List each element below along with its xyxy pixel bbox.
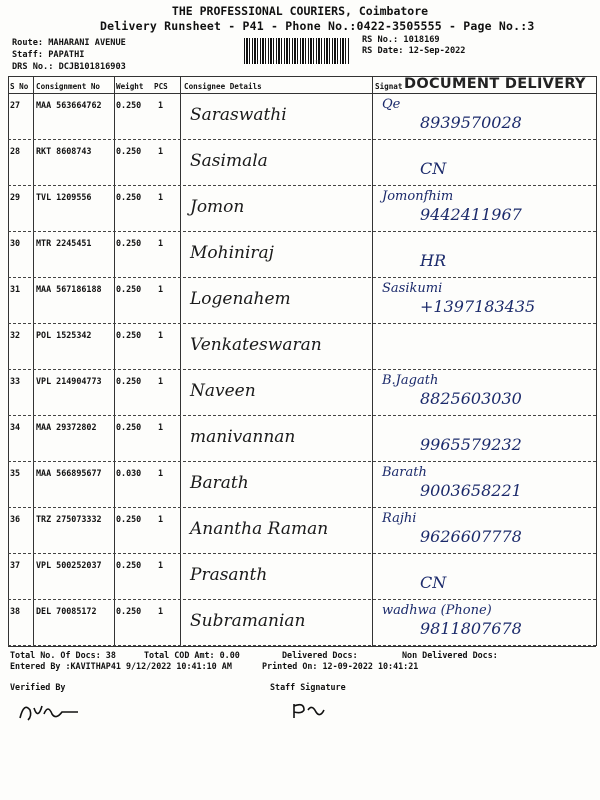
row-separator — [8, 139, 596, 140]
row-phone-note: CN — [420, 159, 447, 178]
drs-number: DRS No.: DCJB101816903 — [12, 62, 126, 72]
row-weight: 0.250 — [116, 284, 142, 294]
row-phone-note: 8825603030 — [420, 389, 522, 408]
verifier-signature — [18, 700, 108, 724]
row-phone-note: 8939570028 — [420, 113, 522, 132]
row-separator — [8, 415, 596, 416]
row-consignment-no: MAA 29372802 — [36, 422, 97, 432]
col-header-pcs: PCS — [154, 82, 168, 91]
row-separator — [8, 185, 596, 186]
col-divider — [33, 76, 34, 646]
row-sno: 27 — [10, 100, 21, 110]
rs-number: RS No.: 1018169 — [362, 35, 440, 45]
row-signature: B.Jagath — [382, 373, 439, 388]
row-consignment-no: RKT 8608743 — [36, 146, 92, 156]
row-weight: 0.250 — [116, 514, 142, 524]
total-cod: Total COD Amt: 0.00 — [144, 650, 240, 660]
row-signature: Sasikumi — [382, 281, 443, 296]
row-pcs: 1 — [158, 284, 164, 294]
row-phone-note: 9811807678 — [420, 619, 522, 638]
row-signature: Jomonfhim — [382, 189, 454, 204]
row-phone-note: +1397183435 — [420, 297, 536, 316]
row-consignee-name: Prasanth — [190, 565, 268, 585]
row-pcs: 1 — [158, 192, 164, 202]
row-sno: 29 — [10, 192, 21, 202]
entered-by: Entered By :KAVITHAP41 9/12/2022 10:41:10 AM — [10, 661, 232, 671]
row-pcs: 1 — [158, 330, 164, 340]
row-sno: 35 — [10, 468, 21, 478]
staff-signature — [290, 700, 330, 722]
col-divider — [372, 76, 373, 646]
col-divider — [596, 76, 597, 646]
col-header-consignment: Consignment No — [36, 82, 101, 91]
col-divider — [114, 76, 115, 646]
row-consignment-no: VPL 214904773 — [36, 376, 102, 386]
row-consignment-no: MAA 563664762 — [36, 100, 102, 110]
runsheet-title: Delivery Runsheet - P41 - Phone No.:0422-3505555 - Page No.:3 — [100, 19, 535, 33]
table-bottom-border — [8, 646, 596, 647]
row-weight: 0.250 — [116, 100, 142, 110]
delivered-docs: Delivered Docs: — [282, 650, 358, 660]
row-consignee-name: Anantha Raman — [190, 519, 329, 539]
row-consignee-name: Sasimala — [190, 151, 268, 171]
row-pcs: 1 — [158, 146, 164, 156]
row-weight: 0.250 — [116, 330, 142, 340]
staff-signature-label: Staff Signature — [270, 682, 346, 692]
row-consignment-no: TRZ 275073332 — [36, 514, 102, 524]
row-consignee-name: Logenahem — [190, 289, 291, 309]
row-consignment-no: MTR 2245451 — [36, 238, 92, 248]
company-title: THE PROFESSIONAL COURIERS, Coimbatore — [171, 4, 429, 18]
row-weight: 0.250 — [116, 606, 142, 616]
row-pcs: 1 — [158, 376, 164, 386]
row-sno: 33 — [10, 376, 21, 386]
row-signature: Qe — [382, 97, 401, 112]
row-phone-note: 9442411967 — [420, 205, 522, 224]
col-divider — [8, 76, 9, 646]
col-divider — [180, 76, 181, 646]
row-consignment-no: DEL 70085172 — [36, 606, 97, 616]
row-consignment-no: MAA 567186188 — [36, 284, 102, 294]
row-weight: 0.250 — [116, 560, 142, 570]
barcode — [244, 38, 350, 64]
row-phone-note: HR — [420, 251, 446, 270]
row-sno: 38 — [10, 606, 21, 616]
row-weight: 0.250 — [116, 238, 142, 248]
row-weight: 0.030 — [116, 468, 142, 478]
row-sno: 34 — [10, 422, 21, 432]
row-separator — [8, 461, 596, 462]
row-pcs: 1 — [158, 100, 164, 110]
row-pcs: 1 — [158, 238, 164, 248]
col-header-consignee: Consignee Details — [184, 82, 262, 91]
row-phone-note: CN — [420, 573, 447, 592]
row-sno: 36 — [10, 514, 21, 524]
row-signature: Barath — [382, 465, 427, 480]
row-consignee-name: Barath — [190, 473, 249, 493]
row-consignment-no: MAA 566895677 — [36, 468, 102, 478]
total-docs: Total No. Of Docs: 38 — [10, 650, 116, 660]
printed-on: Printed On: 12-09-2022 10:41:21 — [262, 661, 419, 671]
row-signature: Rajhi — [382, 511, 417, 526]
row-phone-note: 9965579232 — [420, 435, 522, 454]
row-sno: 30 — [10, 238, 21, 248]
row-weight: 0.250 — [116, 376, 142, 386]
row-sno: 37 — [10, 560, 21, 570]
row-pcs: 1 — [158, 468, 164, 478]
row-consignee-name: Venkateswaran — [190, 335, 322, 355]
row-sno: 31 — [10, 284, 21, 294]
table-header-border — [8, 93, 596, 94]
row-weight: 0.250 — [116, 146, 142, 156]
document-delivery-stamp: DOCUMENT DELIVERY — [404, 76, 586, 92]
row-consignment-no: VPL 500252037 — [36, 560, 102, 570]
staff-label: Staff: PAPATHI — [12, 50, 85, 60]
col-header-weight: Weight — [116, 82, 144, 91]
verified-by-label: Verified By — [10, 682, 66, 692]
row-separator — [8, 323, 596, 324]
row-phone-note: 9003658221 — [420, 481, 522, 500]
row-consignee-name: manivannan — [190, 427, 296, 447]
route-label: Route: MAHARANI AVENUE — [12, 38, 126, 48]
row-sno: 32 — [10, 330, 21, 340]
row-pcs: 1 — [158, 514, 164, 524]
row-sno: 28 — [10, 146, 21, 156]
row-consignee-name: Subramanian — [190, 611, 306, 631]
row-separator — [8, 369, 596, 370]
row-pcs: 1 — [158, 560, 164, 570]
row-weight: 0.250 — [116, 192, 142, 202]
row-weight: 0.250 — [116, 422, 142, 432]
row-signature: wadhwa (Phone) — [382, 603, 492, 618]
row-consignee-name: Mohiniraj — [190, 243, 274, 263]
row-consignee-name: Saraswathi — [190, 105, 287, 125]
row-consignee-name: Jomon — [190, 197, 245, 217]
row-phone-note: 9626607778 — [420, 527, 522, 546]
row-separator — [8, 277, 596, 278]
row-consignment-no: TVL 1209556 — [36, 192, 92, 202]
col-header-sno: S No — [10, 82, 29, 91]
row-pcs: 1 — [158, 606, 164, 616]
row-consignment-no: POL 1525342 — [36, 330, 92, 340]
rs-date: RS Date: 12-Sep-2022 — [362, 46, 466, 56]
row-pcs: 1 — [158, 422, 164, 432]
non-delivered-docs: Non Delivered Docs: — [402, 650, 498, 660]
row-consignee-name: Naveen — [190, 381, 256, 401]
row-separator — [8, 507, 596, 508]
row-separator — [8, 599, 596, 600]
col-header-signature: Signat — [375, 82, 403, 91]
row-separator — [8, 231, 596, 232]
row-separator — [8, 553, 596, 554]
